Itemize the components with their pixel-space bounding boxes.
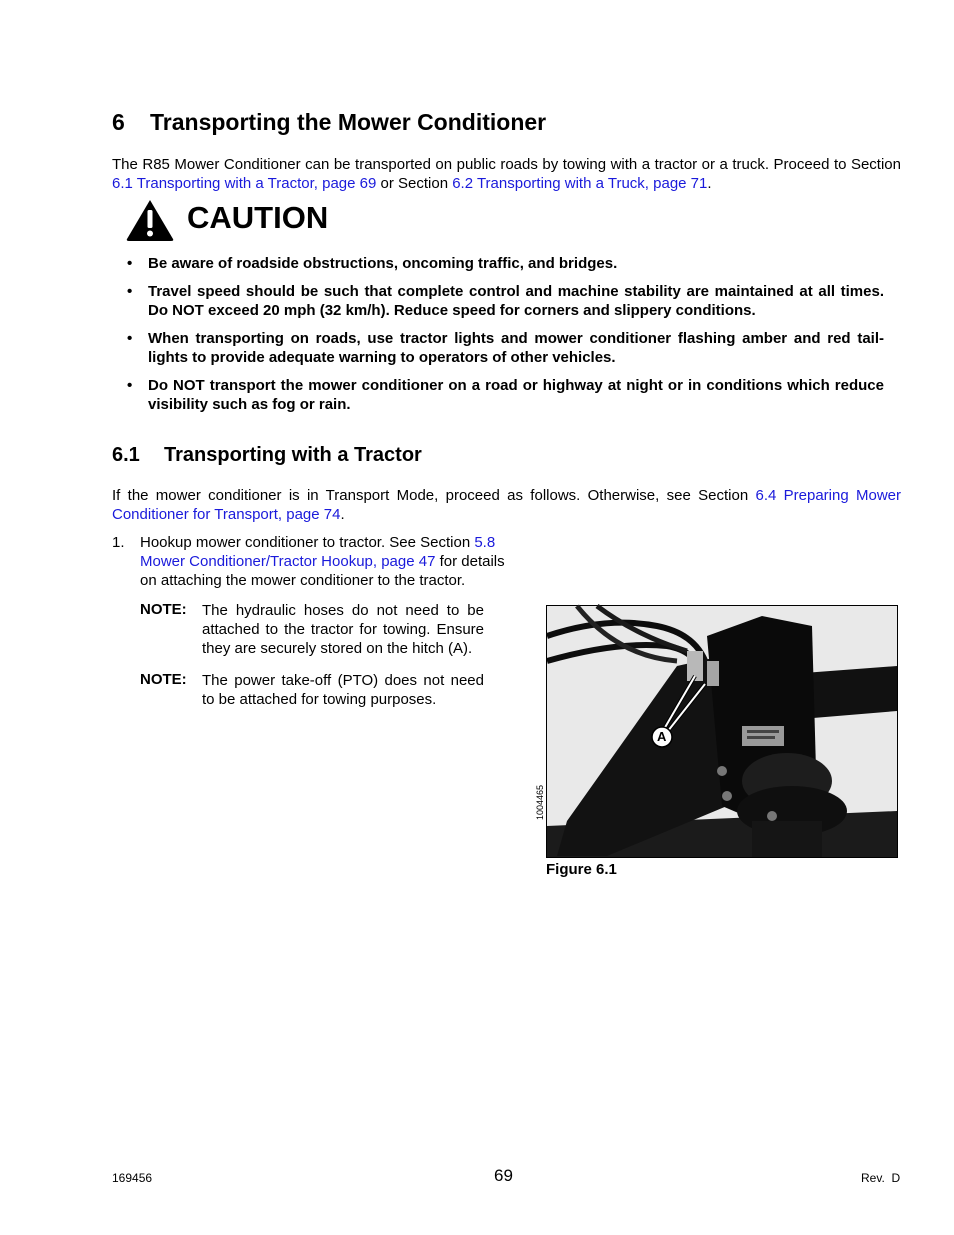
figure-image-id: 1004465 — [535, 784, 545, 820]
footer-revision: Rev. D — [861, 1171, 901, 1185]
link-section-6-4[interactable]: 6.4 Preparing Mower Conditioner for Transport, page 74 — [112, 487, 902, 523]
link-section-5-8[interactable]: 5.8 Mower Conditioner/Tractor Hookup, page 47 — [140, 534, 496, 570]
caution-label: CAUTION — [187, 200, 329, 235]
figure-hitch-photo — [535, 605, 898, 858]
figure-caption: Figure 6.1 — [546, 861, 617, 878]
footer-page-number: 69 — [494, 1166, 513, 1185]
caution-item: • Travel speed should be such that complete control and machine stability are maintained at all times. Do NOT exceed 20 mph (32 km/h). Reduce speed for corners and slippery conditions. — [127, 283, 884, 319]
caution-item: • Be aware of roadside obstructions, oncoming traffic, and bridges. — [127, 255, 618, 272]
caution-item: • When transporting on roads, use tractor lights and mower conditioner flashing amber and red tail-lights to provide adequate warning to operators of other vehicles. — [127, 330, 884, 366]
section-intro-paragraph: If the mower conditioner is in Transport Mode, proceed as follows. Otherwise, see Section 6.4 Preparing Mower Conditioner for Transport, page 74. — [112, 487, 902, 523]
link-section-6-2[interactable]: 6.2 Transporting with a Truck, page 71 — [452, 175, 708, 192]
chapter-number: 6 — [112, 109, 125, 135]
caution-item: • Do NOT transport the mower conditioner on a road or highway at night or in conditions which reduce visibility such as fog or rain. — [127, 377, 884, 413]
step-number: 1. — [112, 534, 125, 551]
intro-paragraph: The R85 Mower Conditioner can be transported on public roads by towing with a tractor or a truck. Proceed to Section 6.1 Transporting with a Tractor, page 69 or Section 6.2 Transporting with a Truck, page 71. — [112, 156, 901, 192]
caution-list — [127, 254, 884, 423]
note-text: The hydraulic hoses do not need to be attached to the tractor for towing. Ensure they are securely stored on the hitch (A). — [202, 602, 484, 657]
link-section-6-1[interactable]: 6.1 Transporting with a Tractor, page 69 — [112, 175, 377, 192]
note-label: NOTE: — [140, 601, 187, 618]
section-number: 6.1 — [112, 444, 140, 466]
warning-triangle-icon — [125, 198, 175, 242]
step-text: Hookup mower conditioner to tractor. See Section 5.8 Mower Conditioner/Tractor Hookup, page 47 for details on attaching the mower conditioner to the tractor. — [140, 534, 505, 589]
chapter-heading — [112, 109, 546, 136]
hitch-illustration — [547, 606, 897, 857]
footer-doc-number: 169456 — [112, 1171, 153, 1185]
chapter-title: Transporting the Mower Conditioner — [150, 109, 547, 135]
note-label: NOTE: — [140, 671, 187, 688]
note-text: The power take-off (PTO) does not need to be attached for towing purposes. — [202, 672, 484, 708]
note-1 — [140, 601, 484, 661]
callout-label: A — [657, 729, 667, 744]
section-heading — [112, 444, 422, 467]
note-2 — [140, 671, 484, 711]
section-title: Transporting with a Tractor — [164, 444, 422, 466]
